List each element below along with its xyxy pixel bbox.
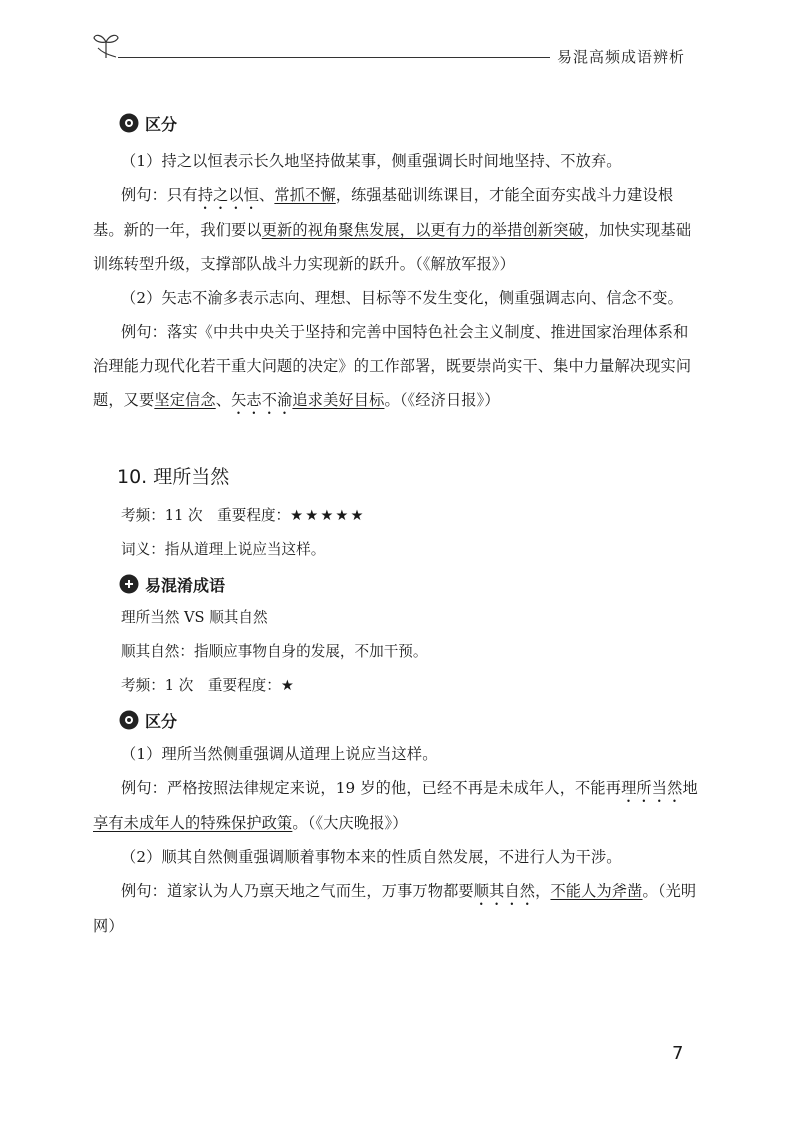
section-heading-confusable bbox=[93, 573, 699, 595]
confusable-pair: 理所当然 VS 顺其自然 bbox=[121, 609, 268, 626]
meaning-line: 词义：指从道理上说应当这样。 bbox=[121, 541, 326, 558]
underlined-phrase: 不能人为斧凿 bbox=[550, 882, 643, 900]
example-paragraph-1 bbox=[93, 178, 699, 281]
page-content bbox=[93, 112, 699, 943]
example-text: ，加快实现基础训练转型升级，支撑部队战斗力实现新的跃升。（《解放军报》） bbox=[93, 221, 692, 273]
emphasized-idiom: 矢志不渝 bbox=[231, 391, 293, 409]
example-text: 例句：道家认为人乃禀天地之气而生，万事万物都要 bbox=[121, 882, 474, 900]
section-heading-text: 区分 bbox=[145, 711, 178, 731]
example-text: 、 bbox=[259, 186, 275, 204]
example-paragraph-1 bbox=[93, 771, 699, 840]
underlined-phrase: 更新的视角聚焦发展，以更有力的举措创新突破 bbox=[261, 221, 584, 239]
underlined-phrase: 坚定信念 bbox=[154, 391, 216, 409]
example-text: 。（《大庆晚报》） bbox=[292, 814, 408, 832]
emphasized-idiom: 顺其自然 bbox=[473, 882, 536, 900]
section-heading-distinguish bbox=[93, 709, 699, 731]
running-header-title: 易混高频成语辨析 bbox=[557, 48, 686, 66]
example-paragraph-2 bbox=[93, 315, 699, 418]
emphasized-idiom: 持之以恒 bbox=[197, 186, 260, 204]
example-text: 例句：落实《中共中央关于坚持和完善中国特色社会主义制度、推进国家治理体系和治理能力现代化若干重大问题的决定》的工作部署，既要崇尚实干、集中力量解决现实问题，又要 bbox=[93, 323, 692, 409]
idiom-entry-title: 10. 理所当然 bbox=[117, 466, 230, 488]
header-rule bbox=[118, 57, 550, 58]
example-text: 地 bbox=[682, 779, 698, 797]
importance-stars: ★ bbox=[280, 677, 296, 694]
underlined-phrase: 追求美好目标 bbox=[292, 391, 385, 409]
frequency-label: 考频：1 次 重要程度： bbox=[121, 677, 281, 694]
example-text: 。（《经济日报》） bbox=[384, 391, 500, 409]
section-heading-text: 区分 bbox=[145, 114, 178, 134]
emphasized-idiom: 理所当然 bbox=[621, 779, 683, 797]
frequency-line bbox=[93, 505, 699, 527]
page-number: 7 bbox=[672, 1043, 684, 1064]
example-text: 。（光明网） bbox=[93, 882, 697, 935]
distinction-point-1: （1）理所当然侧重强调从道理上说应当这样。 bbox=[121, 745, 438, 763]
section-heading-distinguish bbox=[93, 112, 699, 134]
underlined-phrase: 常抓不懈 bbox=[274, 186, 336, 204]
confusable-meaning: 顺其自然：指顺应事物自身的发展，不加干预。 bbox=[121, 643, 428, 660]
flower-badge-icon bbox=[119, 113, 139, 133]
frequency-line bbox=[93, 675, 699, 697]
sprout-logo-icon bbox=[92, 28, 120, 62]
example-text: 例句：只有 bbox=[121, 186, 198, 204]
example-text: 、 bbox=[215, 391, 232, 409]
flower-badge-icon bbox=[119, 574, 139, 594]
section-heading-text: 易混淆成语 bbox=[145, 575, 226, 595]
example-text: ， bbox=[535, 882, 551, 900]
example-text: 例句：严格按照法律规定来说，19 岁的他，已经不再是未成年人，不能再 bbox=[121, 779, 622, 797]
distinction-point-2: （2）顺其自然侧重强调顺着事物本来的性质自然发展，不进行人为干涉。 bbox=[121, 848, 622, 866]
flower-badge-icon bbox=[119, 710, 139, 730]
underlined-phrase: 享有未成年人的特殊保护政策 bbox=[93, 814, 293, 832]
distinction-point-1: （1）持之以恒表示长久地坚持做某事，侧重强调长时间地坚持、不放弃。 bbox=[121, 152, 622, 170]
example-paragraph-2 bbox=[93, 874, 699, 943]
frequency-label: 考频：11 次 重要程度： bbox=[121, 507, 291, 524]
example-text: ，练强基础训练课目，才能全面夯实战斗力建设根基。新的一年，我们要以 bbox=[93, 186, 674, 239]
distinction-point-2: （2）矢志不渝多表示志向、理想、目标等不发生变化，侧重强调志向、信念不变。 bbox=[121, 289, 683, 307]
importance-stars: ★★★★★ bbox=[290, 507, 366, 524]
